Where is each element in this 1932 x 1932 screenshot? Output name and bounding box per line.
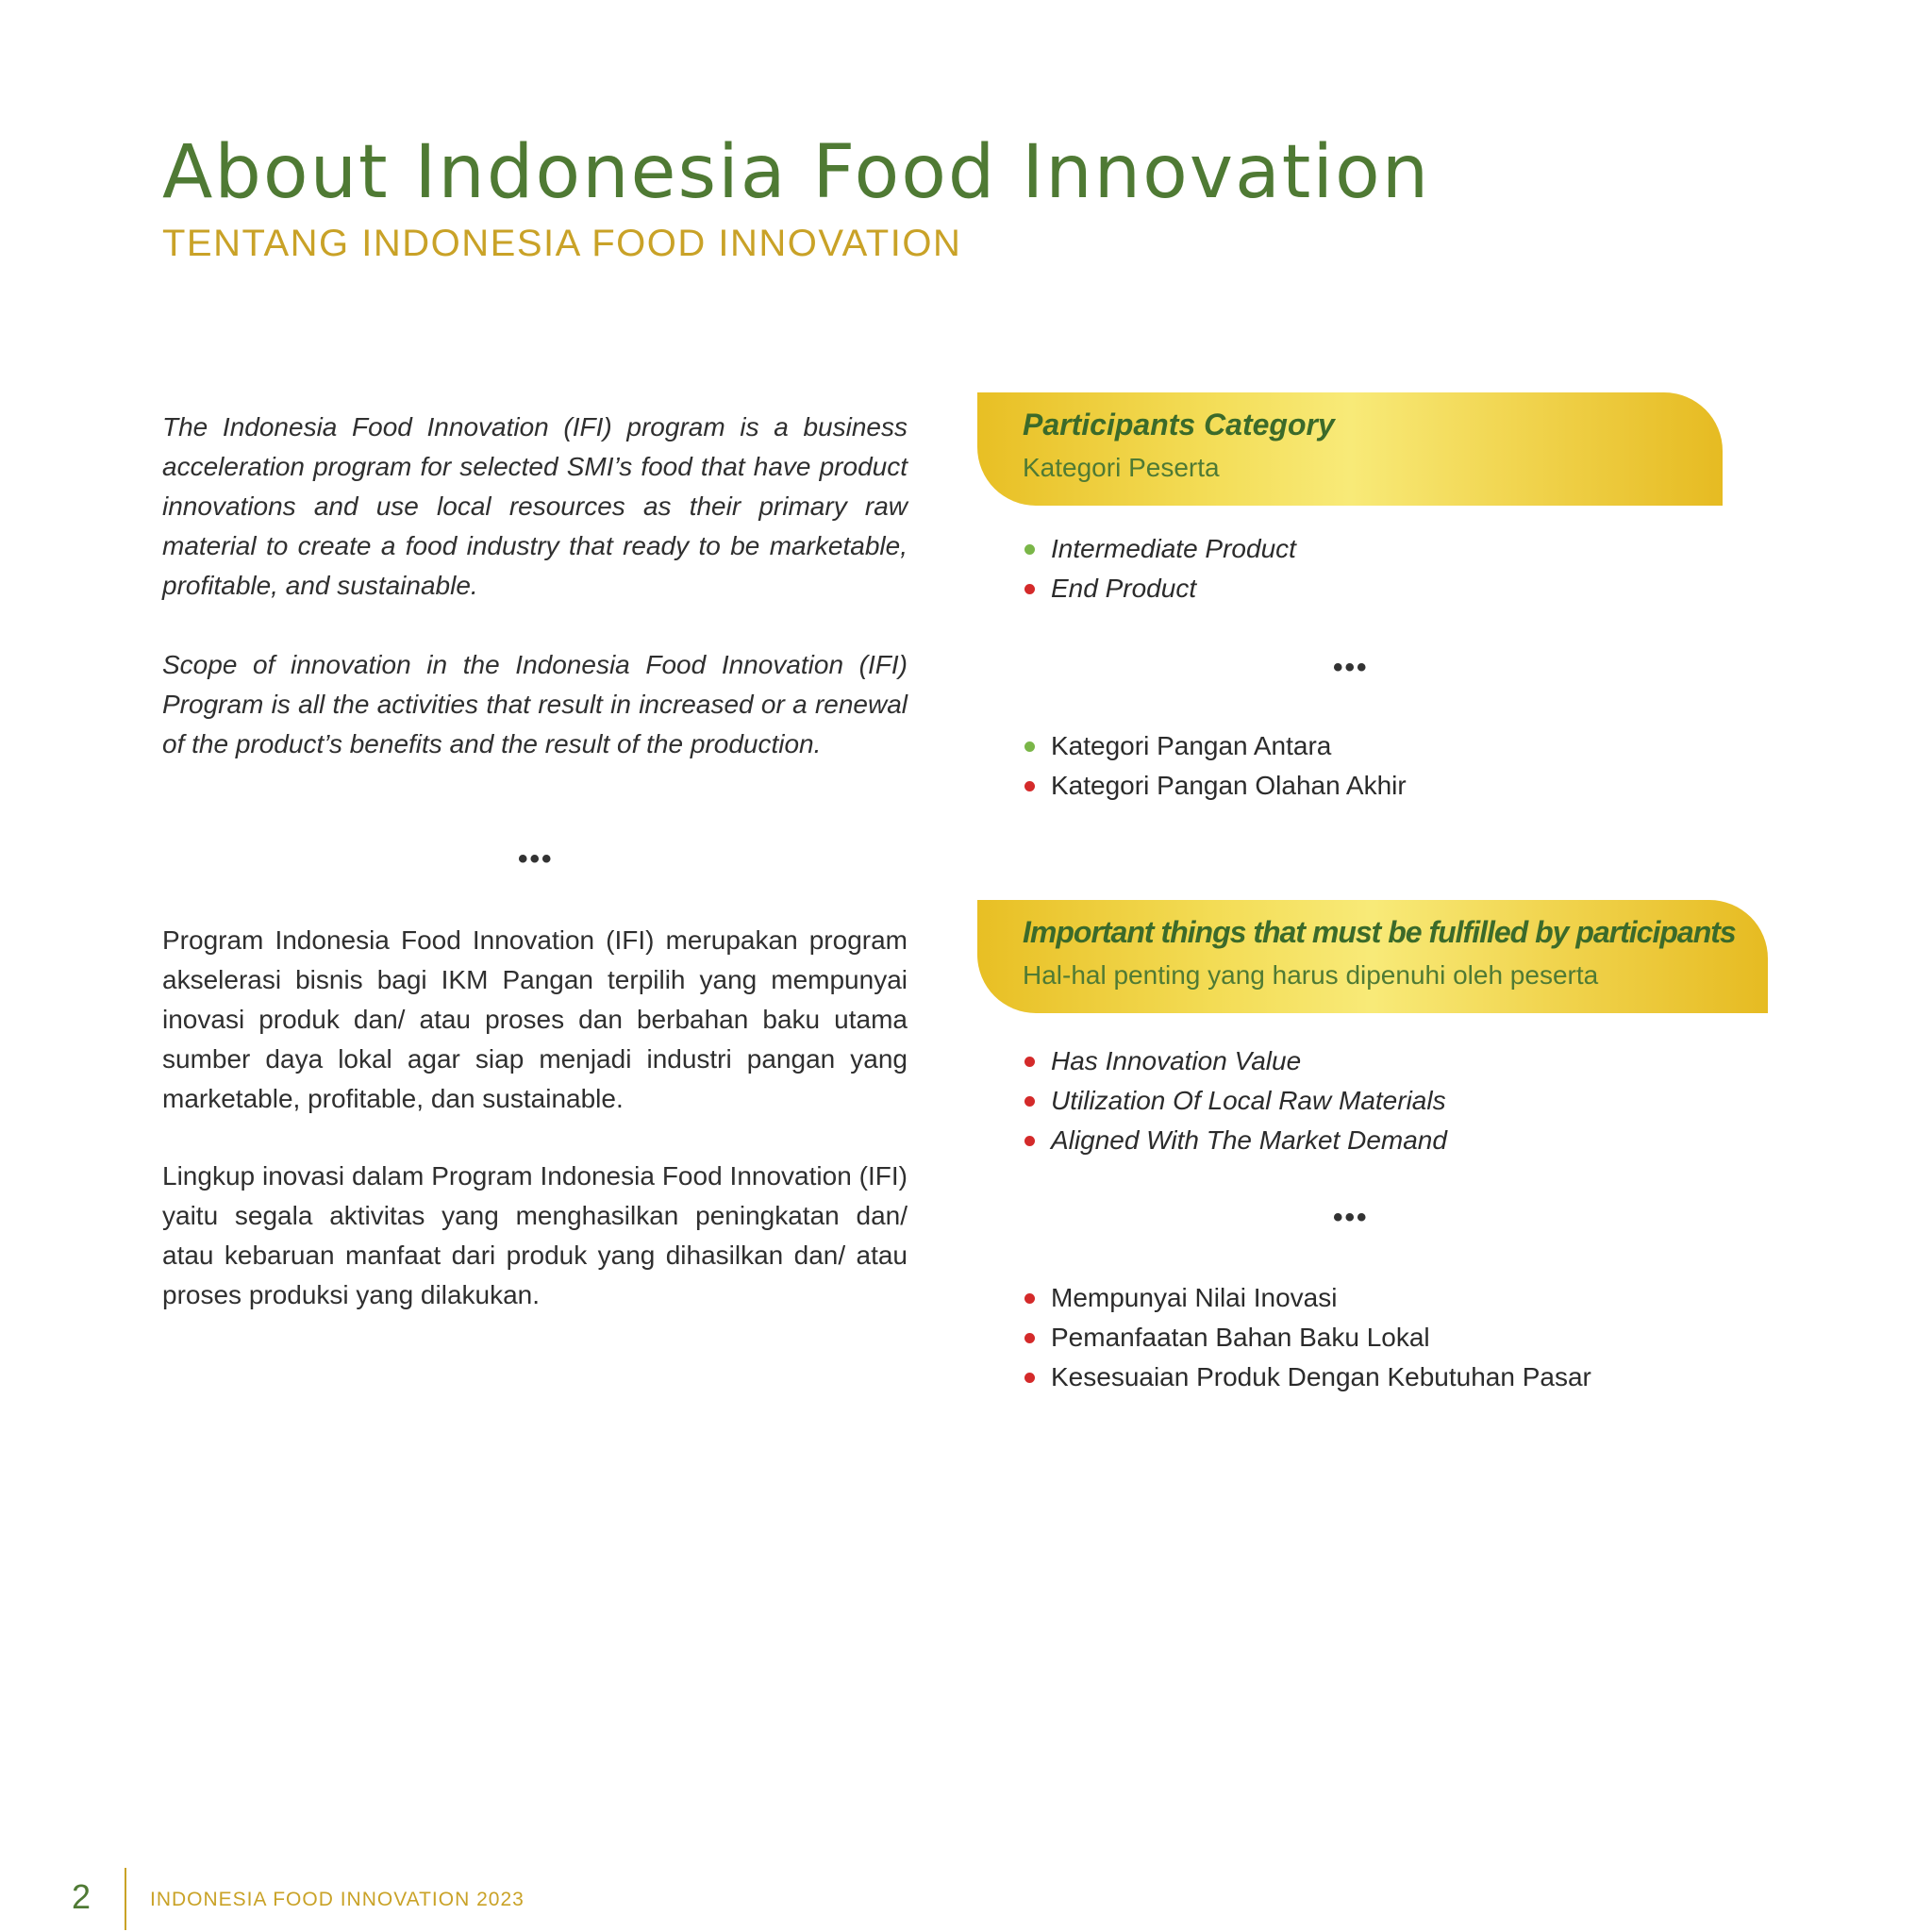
requirements-title: Important things that must be fulfilled by participants <box>1023 915 1736 949</box>
list-item <box>1024 726 1407 766</box>
list-item-label: Kategori Pangan Antara <box>1051 731 1332 760</box>
list-item <box>1024 1121 1447 1160</box>
list-item-label: Utilization Of Local Raw Materials <box>1051 1086 1446 1115</box>
bullet-dot-icon <box>1024 544 1035 555</box>
scope-id-block <box>162 1157 908 1315</box>
participants-list-en <box>1024 529 1296 608</box>
participants-banner <box>977 392 1723 506</box>
separator-dots: ••• <box>1333 652 1369 683</box>
bullet-dot-icon <box>1024 1293 1035 1304</box>
footer-text: INDONESIA FOOD INNOVATION 2023 <box>150 1889 525 1910</box>
list-item-label: Aligned With The Market Demand <box>1051 1125 1447 1155</box>
list-item-label: Kesesuaian Produk Dengan Kebutuhan Pasar <box>1051 1362 1591 1391</box>
page-subtitle: TENTANG INDONESIA FOOD INNOVATION <box>162 223 962 264</box>
footer-divider <box>125 1868 126 1930</box>
requirements-subtitle: Hal-hal penting yang harus dipenuhi oleh peserta <box>1023 960 1599 990</box>
list-item <box>1024 1041 1447 1081</box>
bullet-dot-icon <box>1024 1373 1035 1383</box>
bullet-dot-icon <box>1024 781 1035 791</box>
list-item-label: Has Innovation Value <box>1051 1046 1302 1075</box>
list-item <box>1024 529 1296 569</box>
list-item <box>1024 569 1296 608</box>
requirements-list-id <box>1024 1278 1591 1397</box>
bullet-dot-icon <box>1024 1136 1035 1146</box>
intro-en-block <box>162 408 908 606</box>
list-item <box>1024 1357 1591 1397</box>
participants-subtitle: Kategori Peserta <box>1023 453 1220 482</box>
bullet-dot-icon <box>1024 741 1035 752</box>
list-item-label: Intermediate Product <box>1051 534 1296 563</box>
bullet-dot-icon <box>1024 584 1035 594</box>
page-title: About Indonesia Food Innovation <box>162 130 1431 215</box>
intro-en-paragraph: The Indonesia Food Innovation (IFI) program is a business acceleration program for selected SMI’s food that have product innovations and use local resources as their primary raw material to create a food industry that ready to be marketable, profitable, and sustainable. <box>162 412 908 600</box>
requirements-banner <box>977 900 1768 1013</box>
participants-title: Participants Category <box>1023 408 1335 441</box>
separator-dots: ••• <box>518 843 554 874</box>
list-item <box>1024 766 1407 806</box>
list-item <box>1024 1081 1447 1121</box>
list-item-label: Kategori Pangan Olahan Akhir <box>1051 771 1407 800</box>
separator-dots: ••• <box>1333 1202 1369 1233</box>
scope-id-paragraph: Lingkup inovasi dalam Program Indonesia Food Innovation (IFI) yaitu segala aktivitas yang menghasilkan peningkatan dan/ atau kebaruan manfaat dari produk yang dihasilkan dan/ atau proses produksi yang dilakukan. <box>162 1161 908 1309</box>
list-item-label: End Product <box>1051 574 1197 603</box>
bullet-dot-icon <box>1024 1333 1035 1343</box>
scope-en-block <box>162 645 908 764</box>
bullet-dot-icon <box>1024 1096 1035 1107</box>
list-item <box>1024 1318 1591 1357</box>
participants-list-id <box>1024 726 1407 806</box>
page-number: 2 <box>72 1877 92 1916</box>
list-item <box>1024 1278 1591 1318</box>
bullet-dot-icon <box>1024 1057 1035 1067</box>
intro-id-block <box>162 921 908 1119</box>
list-item-label: Pemanfaatan Bahan Baku Lokal <box>1051 1323 1430 1352</box>
list-item-label: Mempunyai Nilai Inovasi <box>1051 1283 1338 1312</box>
intro-id-paragraph: Program Indonesia Food Innovation (IFI) merupakan program akselerasi bisnis bagi IKM Pangan terpilih yang mempunyai inovasi produk dan/ atau proses dan berbahan baku utama sumber daya lokal agar siap menjadi industri pangan yang marketable, profitable, dan sustainable. <box>162 925 908 1113</box>
scope-en-paragraph: Scope of innovation in the Indonesia Food Innovation (IFI) Program is all the activities that result in increased or a renewal of the product’s benefits and the result of the production. <box>162 650 908 758</box>
requirements-list-en <box>1024 1041 1447 1160</box>
